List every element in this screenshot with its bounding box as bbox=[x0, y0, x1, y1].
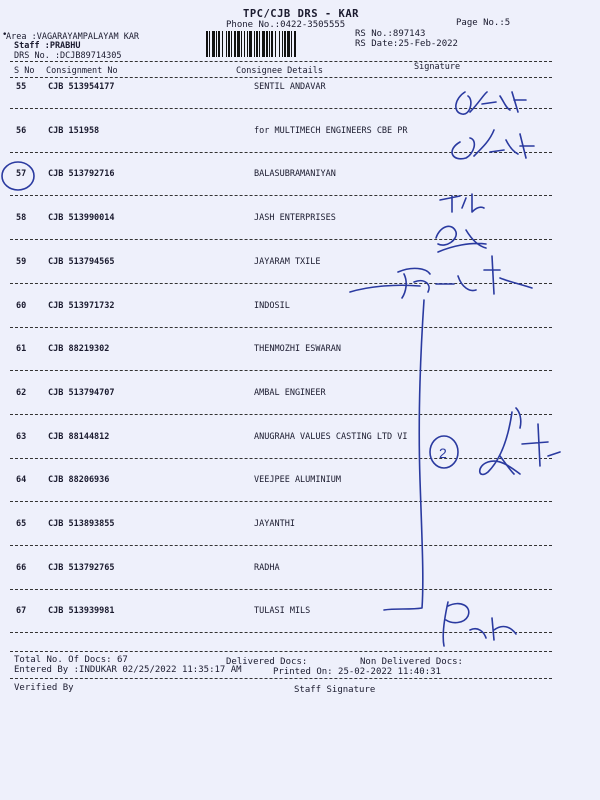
phone-number: Phone No.:0422-3505555 bbox=[226, 20, 346, 30]
page-number: Page No.:5 bbox=[456, 18, 511, 28]
row-consignee: RADHA bbox=[254, 563, 280, 573]
area-field: Area :VAGARAYAMPALAYAM KAR bbox=[6, 32, 140, 42]
row-consignee: SENTIL ANDAVAR bbox=[254, 82, 326, 92]
printed-on: Printed On: 25-02-2022 11:40:31 bbox=[273, 667, 441, 677]
row-consignee: THENMOZHI ESWARAN bbox=[254, 344, 341, 354]
signature-mark bbox=[398, 256, 532, 298]
col-header-consignee: Consignee Details bbox=[236, 66, 323, 76]
col-header-sno: S No bbox=[14, 66, 35, 76]
row-consignee: JAYARAM TXILE bbox=[254, 257, 321, 267]
row-consignment: CJB 88144812 bbox=[48, 432, 110, 442]
row-consignment: CJB 88206936 bbox=[48, 475, 110, 485]
row-sno: 60 bbox=[16, 301, 27, 311]
signature-mark bbox=[452, 130, 534, 159]
row-consignment: CJB 513794707 bbox=[48, 388, 115, 398]
row-consignee: VEEJPEE ALUMINIUM bbox=[254, 475, 341, 485]
signature-mark bbox=[440, 194, 484, 212]
col-header-signature: Signature bbox=[414, 62, 461, 72]
row-sno: 63 bbox=[16, 432, 27, 442]
row-consignment: CJB 513971732 bbox=[48, 301, 115, 311]
row-sno: 62 bbox=[16, 388, 27, 398]
signature-mark bbox=[480, 408, 560, 474]
row-sno: 65 bbox=[16, 519, 27, 529]
row-sno: 57 bbox=[16, 169, 27, 179]
row-consignee: INDOSIL bbox=[254, 301, 290, 311]
bullet-mark: • bbox=[2, 30, 8, 40]
row-consignment: CJB 513792716 bbox=[48, 169, 115, 179]
verified-by: Verified By bbox=[14, 683, 74, 693]
row-consignee: for MULTIMECH ENGINEERS CBE PR bbox=[254, 126, 408, 136]
row-consignee: JASH ENTERPRISES bbox=[254, 213, 336, 223]
entered-by: Entered By :INDUKAR 02/25/2022 11:35:17 AM bbox=[14, 665, 242, 675]
total-docs: Total No. Of Docs: 67 bbox=[14, 655, 128, 665]
row-consignment: CJB 513794565 bbox=[48, 257, 115, 267]
row-sno: 66 bbox=[16, 563, 27, 573]
row-sno: 61 bbox=[16, 344, 27, 354]
staff-signature-label: Staff Signature bbox=[294, 685, 376, 695]
drs-number: DRS No. :DCJB89714305 bbox=[14, 51, 122, 61]
non-delivered-docs: Non Delivered Docs: bbox=[360, 657, 463, 667]
signature-mark bbox=[350, 285, 424, 610]
signature-mark bbox=[436, 226, 486, 252]
row-consignment: CJB 513893855 bbox=[48, 519, 115, 529]
rs-number: RS No.:897143 bbox=[355, 29, 426, 39]
row-consignment: CJB 513990014 bbox=[48, 213, 115, 223]
row-sno: 56 bbox=[16, 126, 27, 136]
row-consignment: CJB 513792765 bbox=[48, 563, 115, 573]
row-consignment: CJB 513954177 bbox=[48, 82, 115, 92]
col-header-consignment: Consignment No bbox=[46, 66, 118, 76]
row-consignee: TULASI MILS bbox=[254, 606, 311, 616]
row-sno: 58 bbox=[16, 213, 27, 223]
delivered-docs: Delivered Docs: bbox=[226, 657, 308, 667]
document-title: TPC/CJB DRS - KAR bbox=[243, 8, 359, 20]
row-sno: 55 bbox=[16, 82, 27, 92]
row-consignee: AMBAL ENGINEER bbox=[254, 388, 326, 398]
row-consignee: ANUGRAHA VALUES CASTING LTD VI bbox=[254, 432, 408, 442]
row-sno: 64 bbox=[16, 475, 27, 485]
row-circle-mark bbox=[2, 162, 34, 190]
row-consignment: CJB 151958 bbox=[48, 126, 100, 136]
signature-mark bbox=[443, 602, 516, 646]
signature-mark bbox=[500, 456, 514, 474]
row-consignment: CJB 88219302 bbox=[48, 344, 110, 354]
row-consignment: CJB 513939981 bbox=[48, 606, 115, 616]
row-consignee: BALASUBRAMANIYAN bbox=[254, 169, 336, 179]
row-sno: 67 bbox=[16, 606, 27, 616]
annotation-circle-number: 2 bbox=[439, 445, 447, 461]
row-sno: 59 bbox=[16, 257, 27, 267]
rs-date: RS Date:25-Feb-2022 bbox=[355, 39, 458, 49]
signature-mark bbox=[456, 92, 526, 114]
staff-field: Staff :PRABHU bbox=[14, 41, 81, 51]
row-consignee: JAYANTHI bbox=[254, 519, 295, 529]
